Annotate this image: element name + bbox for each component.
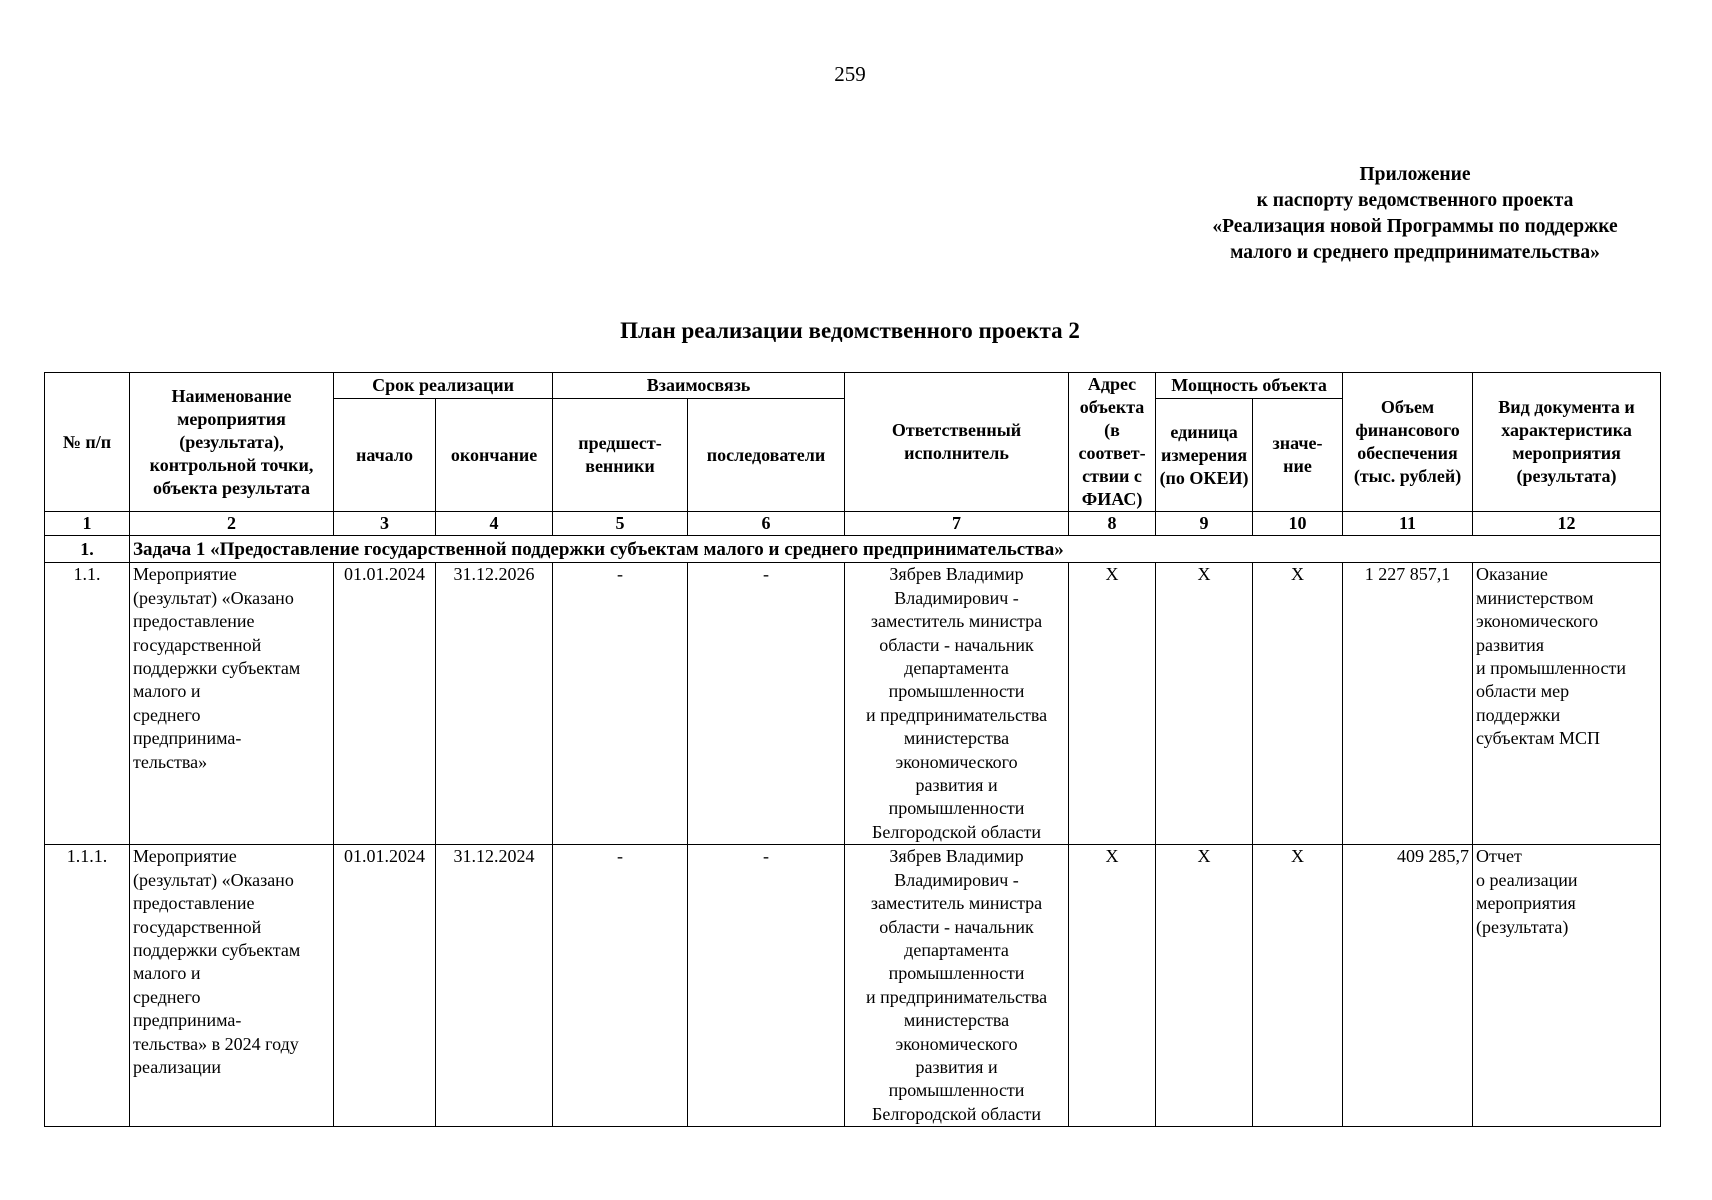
column-number: 6 xyxy=(688,512,845,536)
header-name: Наименование мероприятия (результата), контрольной точки, объекта результата xyxy=(130,373,334,512)
column-number: 2 xyxy=(130,512,334,536)
column-number: 11 xyxy=(1343,512,1473,536)
appendix-line: к паспорту ведомственного проекта xyxy=(1256,190,1574,211)
column-number: 8 xyxy=(1069,512,1156,536)
row-num: 1.1. xyxy=(45,563,130,845)
header-start: начало xyxy=(334,399,436,512)
row-volume: 409 285,7 xyxy=(1343,845,1473,1127)
row-start: 01.01.2024 xyxy=(334,845,436,1127)
header-unit: единица измерения (по ОКЕИ) xyxy=(1156,399,1253,512)
table-row xyxy=(45,563,1661,845)
header-predecessors: предшест- венники xyxy=(553,399,688,512)
task-row xyxy=(45,536,1661,563)
header-num: № п/п xyxy=(45,373,130,512)
row-volume: 1 227 857,1 xyxy=(1343,563,1473,845)
row-start: 01.01.2024 xyxy=(334,563,436,845)
column-number-row xyxy=(45,512,1661,536)
header-volume: Объем финансового обеспечения (тыс. рублей) xyxy=(1343,373,1473,512)
row-predecessors: - xyxy=(553,563,688,845)
task-title: Задача 1 «Предоставление государственной поддержки субъектам малого и среднего предпринимательства» xyxy=(130,536,1661,563)
row-address: X xyxy=(1069,563,1156,845)
header-capacity: Мощность объекта xyxy=(1156,373,1343,399)
column-number: 12 xyxy=(1473,512,1661,536)
row-value: X xyxy=(1253,845,1343,1127)
row-successors: - xyxy=(688,845,845,1127)
row-end: 31.12.2026 xyxy=(436,563,553,845)
column-number: 5 xyxy=(553,512,688,536)
column-number: 9 xyxy=(1156,512,1253,536)
header-value: значе- ние xyxy=(1253,399,1343,512)
row-num: 1.1.1. xyxy=(45,845,130,1127)
row-end: 31.12.2024 xyxy=(436,845,553,1127)
row-doc: Отчет о реализации мероприятия (результата) xyxy=(1473,845,1661,1127)
row-successors: - xyxy=(688,563,845,845)
header-relation: Взаимосвязь xyxy=(553,373,845,399)
row-predecessors: - xyxy=(553,845,688,1127)
row-unit: X xyxy=(1156,563,1253,845)
column-number: 3 xyxy=(334,512,436,536)
row-responsible: Зябрев Владимир Владимирович - заместитель министра области - начальник департамента промышленности и предпринимательства министерства экономического развития и промышленности Белгородской области xyxy=(845,563,1069,845)
column-number: 4 xyxy=(436,512,553,536)
header-address: Адрес объекта (в соответ-ствии с ФИАС) xyxy=(1069,373,1156,512)
row-name: Мероприятие (результат) «Оказано предоставление государственной поддержки субъектам малого и среднего предпринима- тельства» в 2024 году реализации xyxy=(130,845,334,1127)
column-number: 1 xyxy=(45,512,130,536)
row-doc: Оказание министерством экономического развития и промышленности области мер поддержки субъектам МСП xyxy=(1473,563,1661,845)
column-number: 7 xyxy=(845,512,1069,536)
appendix-header xyxy=(1150,162,1680,266)
column-number: 10 xyxy=(1253,512,1343,536)
header-end: окончание xyxy=(436,399,553,512)
header-term: Срок реализации xyxy=(334,373,553,399)
row-responsible: Зябрев Владимир Владимирович - заместитель министра области - начальник департамента промышленности и предпринимательства министерства экономического развития и промышленности Белгородской области xyxy=(845,845,1069,1127)
appendix-line: «Реализация новой Программы по поддержке xyxy=(1212,216,1618,237)
row-value: X xyxy=(1253,563,1343,845)
table-row xyxy=(45,845,1661,1127)
page-number: 259 xyxy=(834,62,866,86)
header-successors: последователи xyxy=(688,399,845,512)
plan-table xyxy=(44,372,1661,1127)
page-title: План реализации ведомственного проекта 2 xyxy=(620,318,1080,343)
task-number: 1. xyxy=(45,536,130,563)
row-name: Мероприятие (результат) «Оказано предоставление государственной поддержки субъектам малого и среднего предпринима- тельства» xyxy=(130,563,334,845)
header-doc: Вид документа и характеристика мероприятия (результата) xyxy=(1473,373,1661,512)
appendix-line: малого и среднего предпринимательства» xyxy=(1230,242,1600,263)
header-responsible: Ответственный исполнитель xyxy=(845,373,1069,512)
row-address: X xyxy=(1069,845,1156,1127)
appendix-line: Приложение xyxy=(1359,164,1471,185)
row-unit: X xyxy=(1156,845,1253,1127)
